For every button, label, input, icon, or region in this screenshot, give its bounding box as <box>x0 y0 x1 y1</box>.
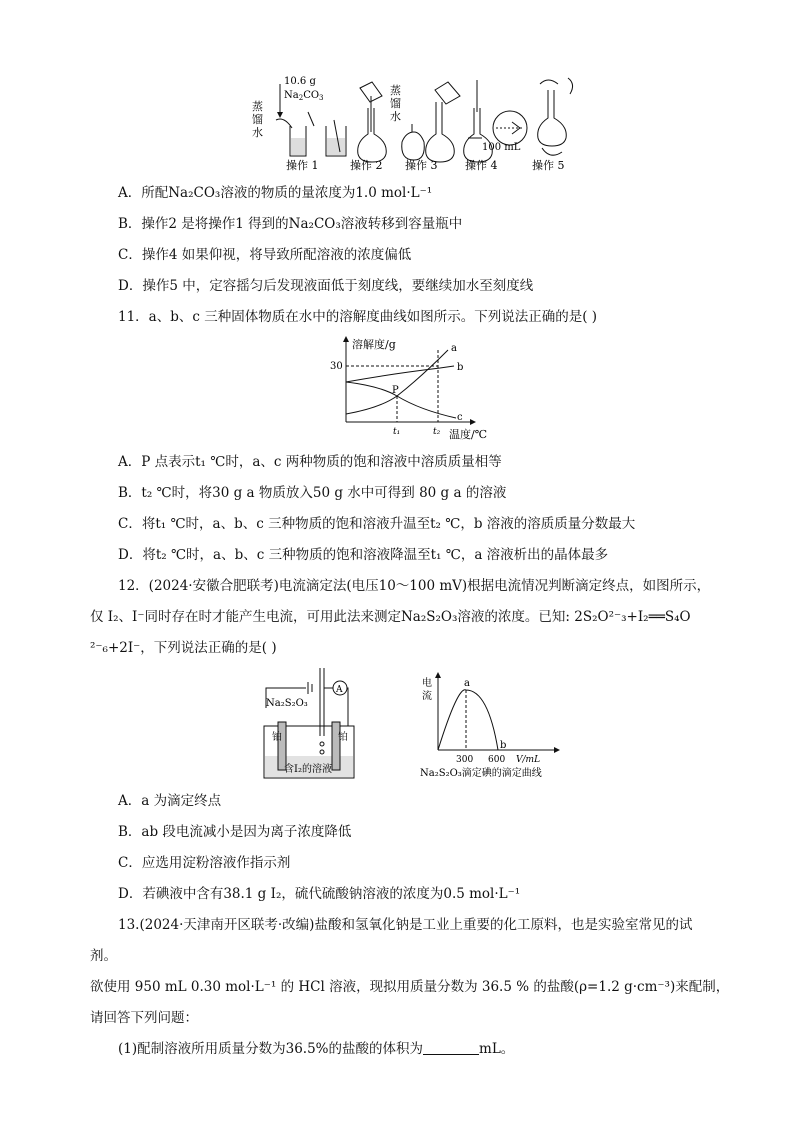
end-label: b <box>500 740 507 751</box>
op1-label: 操作 1 <box>286 159 319 172</box>
platinum-right-label: 铂 <box>338 732 348 743</box>
q13-sub1-text: (1)配制溶液所用质量分数为36.5%的盐酸的体积为 <box>118 1041 424 1057</box>
q11-stem: 11．a、b、c 三种固体物质在水中的溶解度曲线如图所示。下列说法正确的是( ) <box>118 309 598 325</box>
op5-label: 操作 5 <box>532 159 565 172</box>
op3-label: 操作 3 <box>405 159 438 172</box>
x-tick-300: 300 <box>456 755 474 765</box>
curve-a-label: a <box>451 343 457 354</box>
q10-option-b: B．操作2 是将操作1 得到的Na₂CO₃溶液转移到容量瓶中 <box>118 216 463 232</box>
q10-option-a: A．所配Na₂CO₃溶液的物质的量浓度为1.0 mol·L⁻¹ <box>118 185 433 201</box>
current-axis-label-2: 流 <box>422 691 432 702</box>
volume-axis-label: V/mL <box>516 755 541 765</box>
x-tick-600: 600 <box>488 755 506 765</box>
answer-blank[interactable] <box>423 1042 479 1055</box>
q13-stem-line1: 13.(2024·天津南开区联考·改编)盐酸和氢氧化钠是工业上重要的化工原料，也是实验室常见的试 <box>118 917 693 933</box>
volume-label: 100 mL <box>482 142 521 153</box>
q13-stem-line3: 欲使用 950 mL 0.30 mol·L⁻¹ 的 HCl 溶液，现拟用质量分数为 36.5 % 的盐酸(ρ=1.2 g·cm⁻³)来配制， <box>90 979 730 995</box>
point-p-label: P <box>392 385 399 396</box>
y-tick-30: 30 <box>330 361 343 372</box>
peak-label: a <box>464 678 470 689</box>
q12-stem-line1: 12．(2024·安徽合肥联考)电流滴定法(电压10～100 mV)根据电流情况判断滴定终点，如图所示， <box>118 578 711 594</box>
curve-c <box>346 382 456 418</box>
titration-curve <box>438 690 498 750</box>
titration-curve-chart <box>418 666 568 782</box>
q12-option-a: A．a 为滴定终点 <box>118 793 222 809</box>
t1-label: t₁ <box>393 427 401 437</box>
platinum-left-label: 铂 <box>272 732 282 743</box>
water-label-2: 蒸馏水 <box>390 84 401 123</box>
ammeter-label: A <box>336 685 343 695</box>
op2-label: 操作 2 <box>350 159 383 172</box>
solution-label: 含I₂的溶液 <box>284 764 332 775</box>
preparation-figure <box>250 72 580 174</box>
q12-option-b: B．ab 段电流减小是因为离子浓度降低 <box>118 824 352 840</box>
curve-caption: Na₂S₂O₃滴定碘的滴定曲线 <box>420 768 542 779</box>
q11-option-c: C．将t₁ ℃时，a、b、c 三种物质的饱和溶液升温至t₂ ℃，b 溶液的溶质质量分数最大 <box>118 516 636 532</box>
q11-option-b: B．t₂ ℃时，将30 g a 物质放入50 g 水中可得到 80 g a 的溶液 <box>118 485 507 501</box>
na2co3-label: $Na_2CO_3$ <box>284 90 324 102</box>
curve-a <box>346 350 448 414</box>
q13-stem-line4: 请回答下列问题： <box>90 1010 198 1026</box>
mass-label: 10.6 g <box>284 76 316 87</box>
q10-option-d: D．操作5 中，定容摇匀后发现液面低于刻度线，要继续加水至刻度线 <box>118 278 534 294</box>
q13-sub1-unit: mL。 <box>479 1041 515 1057</box>
solubility-axis-label: 溶解度/g <box>352 338 396 351</box>
q12-option-c: C．应选用淀粉溶液作指示剂 <box>118 855 291 871</box>
reagent-label: Na₂S₂O₃ <box>266 698 308 709</box>
temperature-axis-label: 温度/℃ <box>449 428 488 441</box>
titration-apparatus <box>258 666 358 782</box>
t2-label: t₂ <box>433 427 441 437</box>
solubility-chart <box>310 336 500 442</box>
curve-b-label: b <box>457 362 464 373</box>
q13-stem-line2: 剂。 <box>90 948 117 964</box>
q10-option-c: C．操作4 如果仰视，将导致所配溶液的浓度偏低 <box>118 247 412 263</box>
q12-option-d: D．若碘液中含有38.1 g I₂，硫代硫酸钠溶液的浓度为0.5 mol·L⁻¹ <box>118 886 521 902</box>
q12-stem-line2: 仅 I₂、I⁻同时存在时才能产生电流，可用此法来测定Na₂S₂O₃溶液的浓度。已知: 2S₂O²⁻₃+I₂══S₄O <box>90 609 691 625</box>
curve-b <box>346 366 454 382</box>
water-label-1: 蒸馏水 <box>252 100 263 139</box>
q11-option-d: D．将t₂ ℃时，a、b、c 三种物质的饱和溶液降温至t₁ ℃，a 溶液析出的晶体最多 <box>118 547 609 563</box>
current-axis-label-1: 电 <box>422 678 432 689</box>
q13-subquestion-1 <box>118 1040 514 1058</box>
q12-stem-line3: ²⁻₆+2I⁻，下列说法正确的是( ) <box>90 640 277 656</box>
curve-c-label: c <box>457 412 463 423</box>
op4-label: 操作 4 <box>465 159 498 172</box>
q11-option-a: A．P 点表示t₁ ℃时，a、c 两种物质的饱和溶液中溶质质量相等 <box>118 454 502 470</box>
